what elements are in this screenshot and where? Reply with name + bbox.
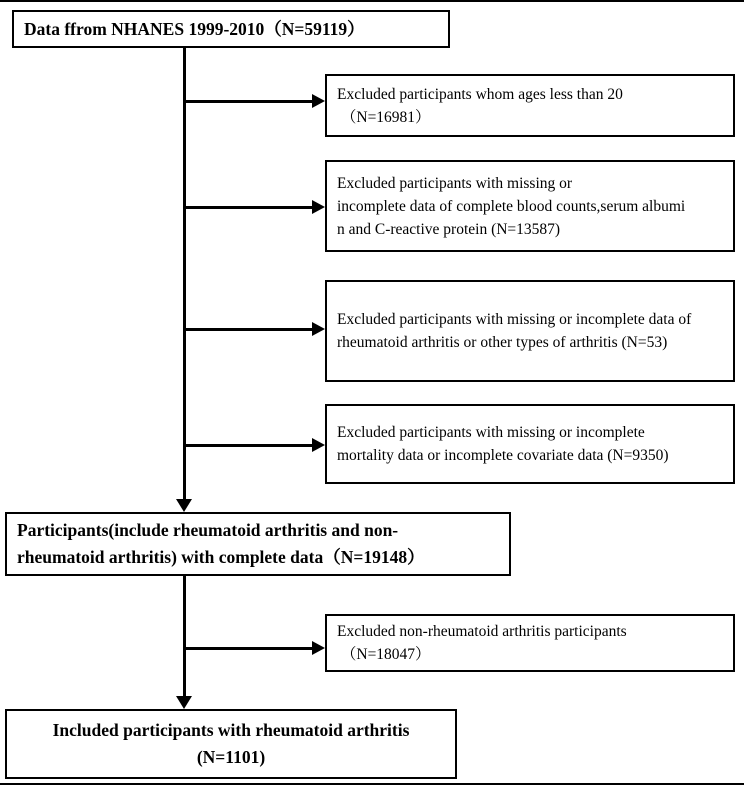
source-data-box bbox=[12, 10, 450, 48]
exclusion-box-arthritis-data bbox=[325, 280, 735, 382]
complete-data-line1: Participants(include rheumatoid arthritis and non- bbox=[17, 520, 399, 540]
arrow-down-icon bbox=[176, 499, 192, 512]
source-data-text: Data ffrom NHANES 1999-2010（N=59119） bbox=[24, 18, 365, 39]
included-line1: Included participants with rheumatoid arthritis bbox=[52, 720, 410, 740]
complete-data-box bbox=[5, 512, 511, 576]
exclusion-labs-line3: n and C-reactive protein (N=13587) bbox=[337, 220, 561, 238]
branch-line-4 bbox=[184, 444, 312, 447]
complete-data-line2: rheumatoid arthritis) with complete data（N=19148） bbox=[17, 547, 425, 567]
second-flow-line bbox=[183, 576, 186, 697]
exclusion-non-ra-line2: （N=18047） bbox=[337, 646, 431, 663]
arrow-right-icon-3 bbox=[312, 322, 325, 336]
exclusion-box-labs bbox=[325, 160, 735, 252]
arrow-right-icon-2 bbox=[312, 200, 325, 214]
exclusion-age-line1: Excluded participants whom ages less than 20 bbox=[337, 85, 623, 103]
arrow-right-icon-5 bbox=[312, 641, 325, 655]
exclusion-age-line2: （N=16981） bbox=[337, 108, 431, 126]
exclusion-non-ra-line1: Excluded non-rheumatoid arthritis participants bbox=[337, 623, 627, 640]
exclusion-labs-line1: Excluded participants with missing or bbox=[337, 174, 573, 192]
exclusion-labs-line2: incomplete data of complete blood counts,serum albumi bbox=[337, 197, 686, 215]
exclusion-box-non-ra bbox=[325, 614, 735, 672]
included-box bbox=[5, 709, 457, 779]
exclusion-arthritis-line1: Excluded participants with missing or incomplete data of bbox=[337, 311, 692, 328]
exclusion-arthritis-line2: rheumatoid arthritis or other types of arthritis (N=53) bbox=[337, 334, 668, 351]
main-flow-line bbox=[183, 48, 186, 500]
arrow-right-icon-1 bbox=[312, 94, 325, 108]
included-line2: (N=1101) bbox=[196, 747, 266, 767]
exclusion-mortality-line2: mortality data or incomplete covariate data (N=9350) bbox=[337, 447, 669, 464]
arrow-right-icon-4 bbox=[312, 438, 325, 452]
exclusion-mortality-line1: Excluded participants with missing or incomplete bbox=[337, 424, 645, 441]
exclusion-box-mortality bbox=[325, 404, 735, 484]
arrow-down-icon-2 bbox=[176, 696, 192, 709]
branch-line-2 bbox=[184, 206, 312, 209]
branch-line-1 bbox=[184, 100, 312, 103]
exclusion-box-age bbox=[325, 74, 735, 137]
branch-line-5 bbox=[184, 647, 312, 650]
branch-line-3 bbox=[184, 328, 312, 331]
